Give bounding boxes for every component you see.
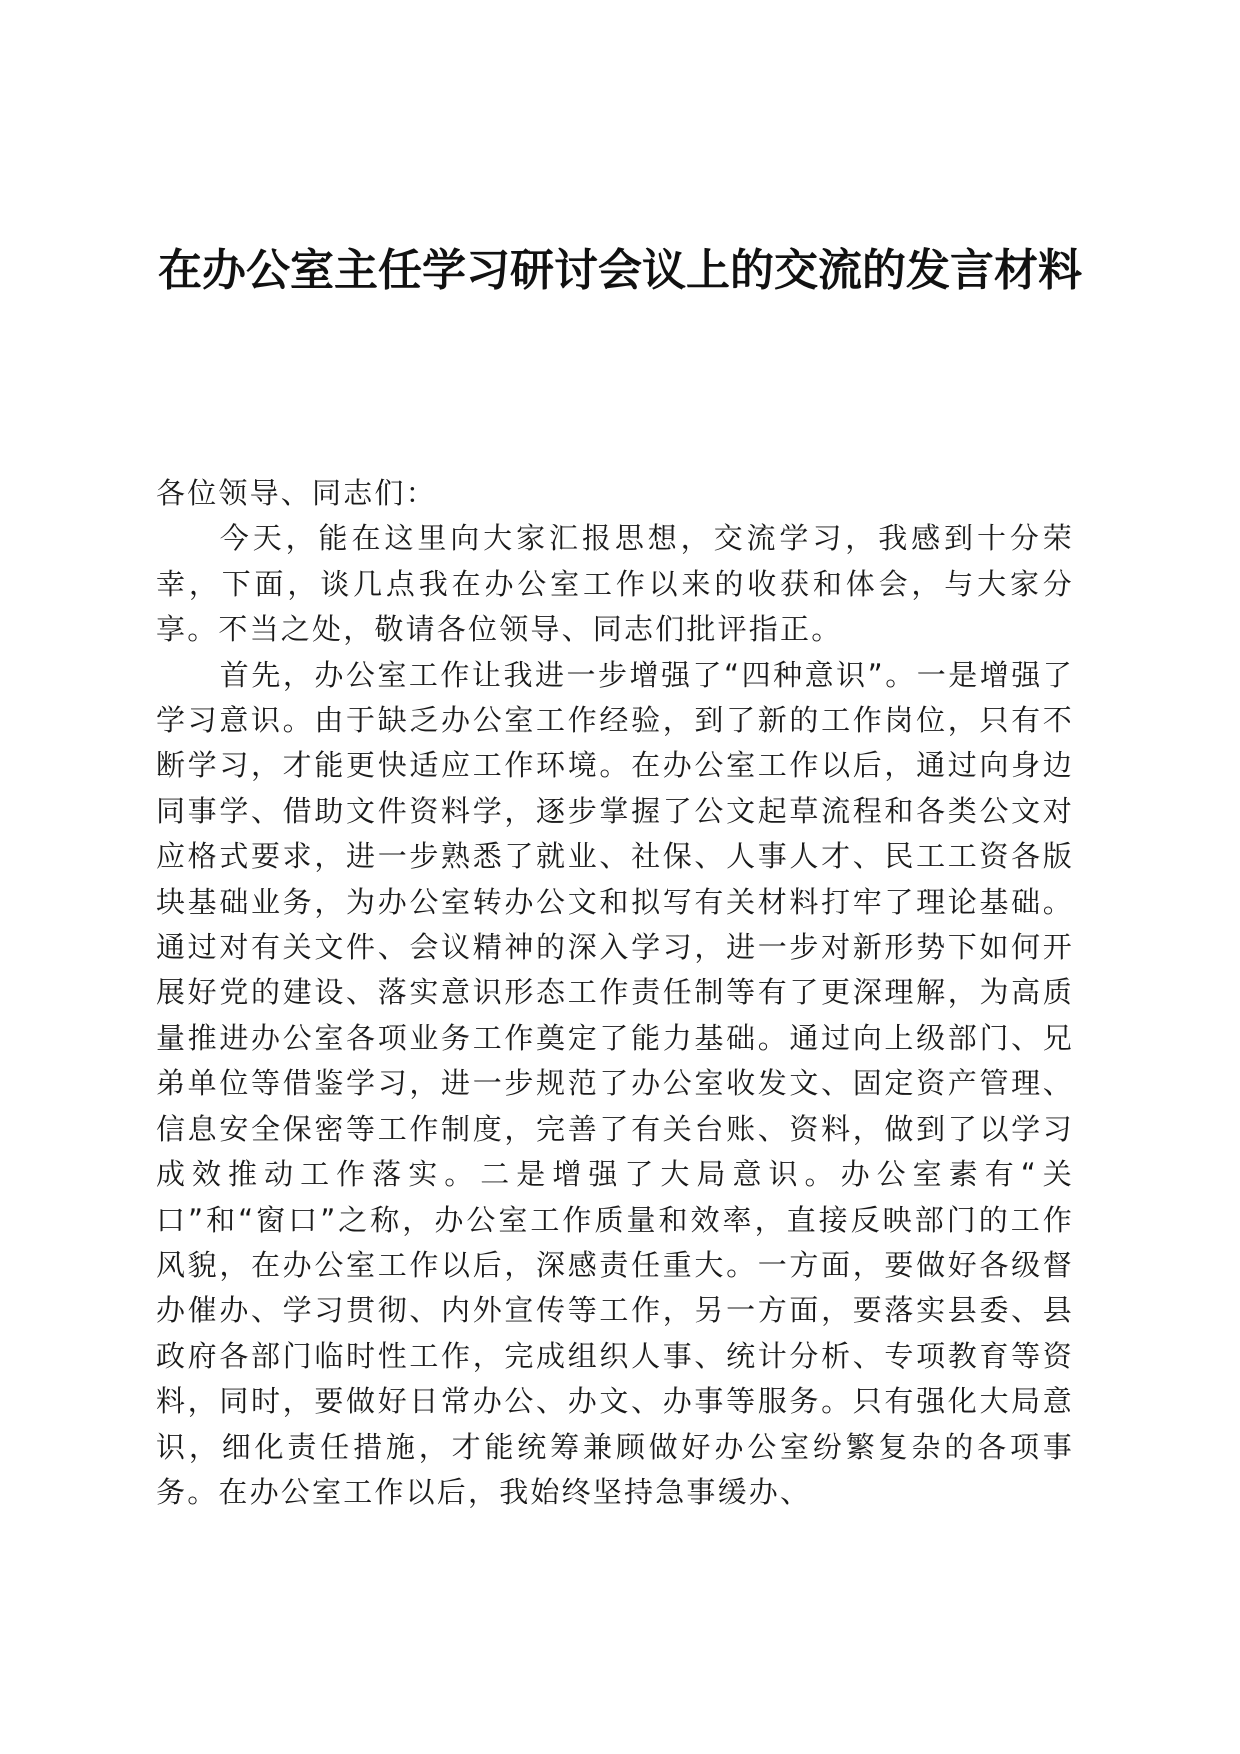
paragraph-four-awareness: 首先，办公室工作让我进一步增强了“四种意识”。一是增强了学习意识。由于缺乏办公室工作经验，到了新的工作岗位，只有不断学习，才能更快适应工作环境。在办公室工作以后，通过向身边同事学、借助文件资料学，逐步掌握了公文起草流程和各类公文对应格式要求，进一步熟悉了就业、社保、人事人才、民工工资各版块基础业务，为办公室转办公文和拟写有关材料打牢了理论基础。通过对有关文件、会议精神的深入学习，进一步对新形势下如何开展好党的建设、落实意识形态工作责任制等有了更深理解，为高质量推进办公室各项业务工作奠定了能力基础。通过向上级部门、兄弟单位等借鉴学习，进一步规范了办公室收发文、固定资产管理、信息安全保密等工作制度，完善了有关台账、资料，做到了以学习成效推动工作落实。二是增强了大局意识。办公室素有“关口”和“窗口”之称，办公室工作质量和效率，直接反映部门的工作风貌，在办公室工作以后，深感责任重大。一方面，要做好各级督办催办、学习贯彻、内外宣传等工作，另一方面，要落实县委、县政府各部门临时性工作，完成组织人事、统计分析、专项教育等资料，同时，要做好日常办公、办文、办事等服务。只有强化大局意识，细化责任措施，才能统筹兼顾做好办公室纷繁复杂的各项事务。在办公室工作以后，我始终坚持急事缓办、 (156, 657, 1074, 1509)
salutation: 各位领导、同志们： (156, 476, 437, 510)
document-body (156, 471, 1074, 1515)
paragraph-intro: 今天，能在这里向大家汇报思想，交流学习，我感到十分荣幸，下面，谈几点我在办公室工作以来的收获和体会，与大家分享。不当之处，敬请各位领导、同志们批评指正。 (156, 521, 1074, 647)
document-title: 在办公室主任学习研讨会议上的交流的发言材料 (158, 245, 1082, 296)
